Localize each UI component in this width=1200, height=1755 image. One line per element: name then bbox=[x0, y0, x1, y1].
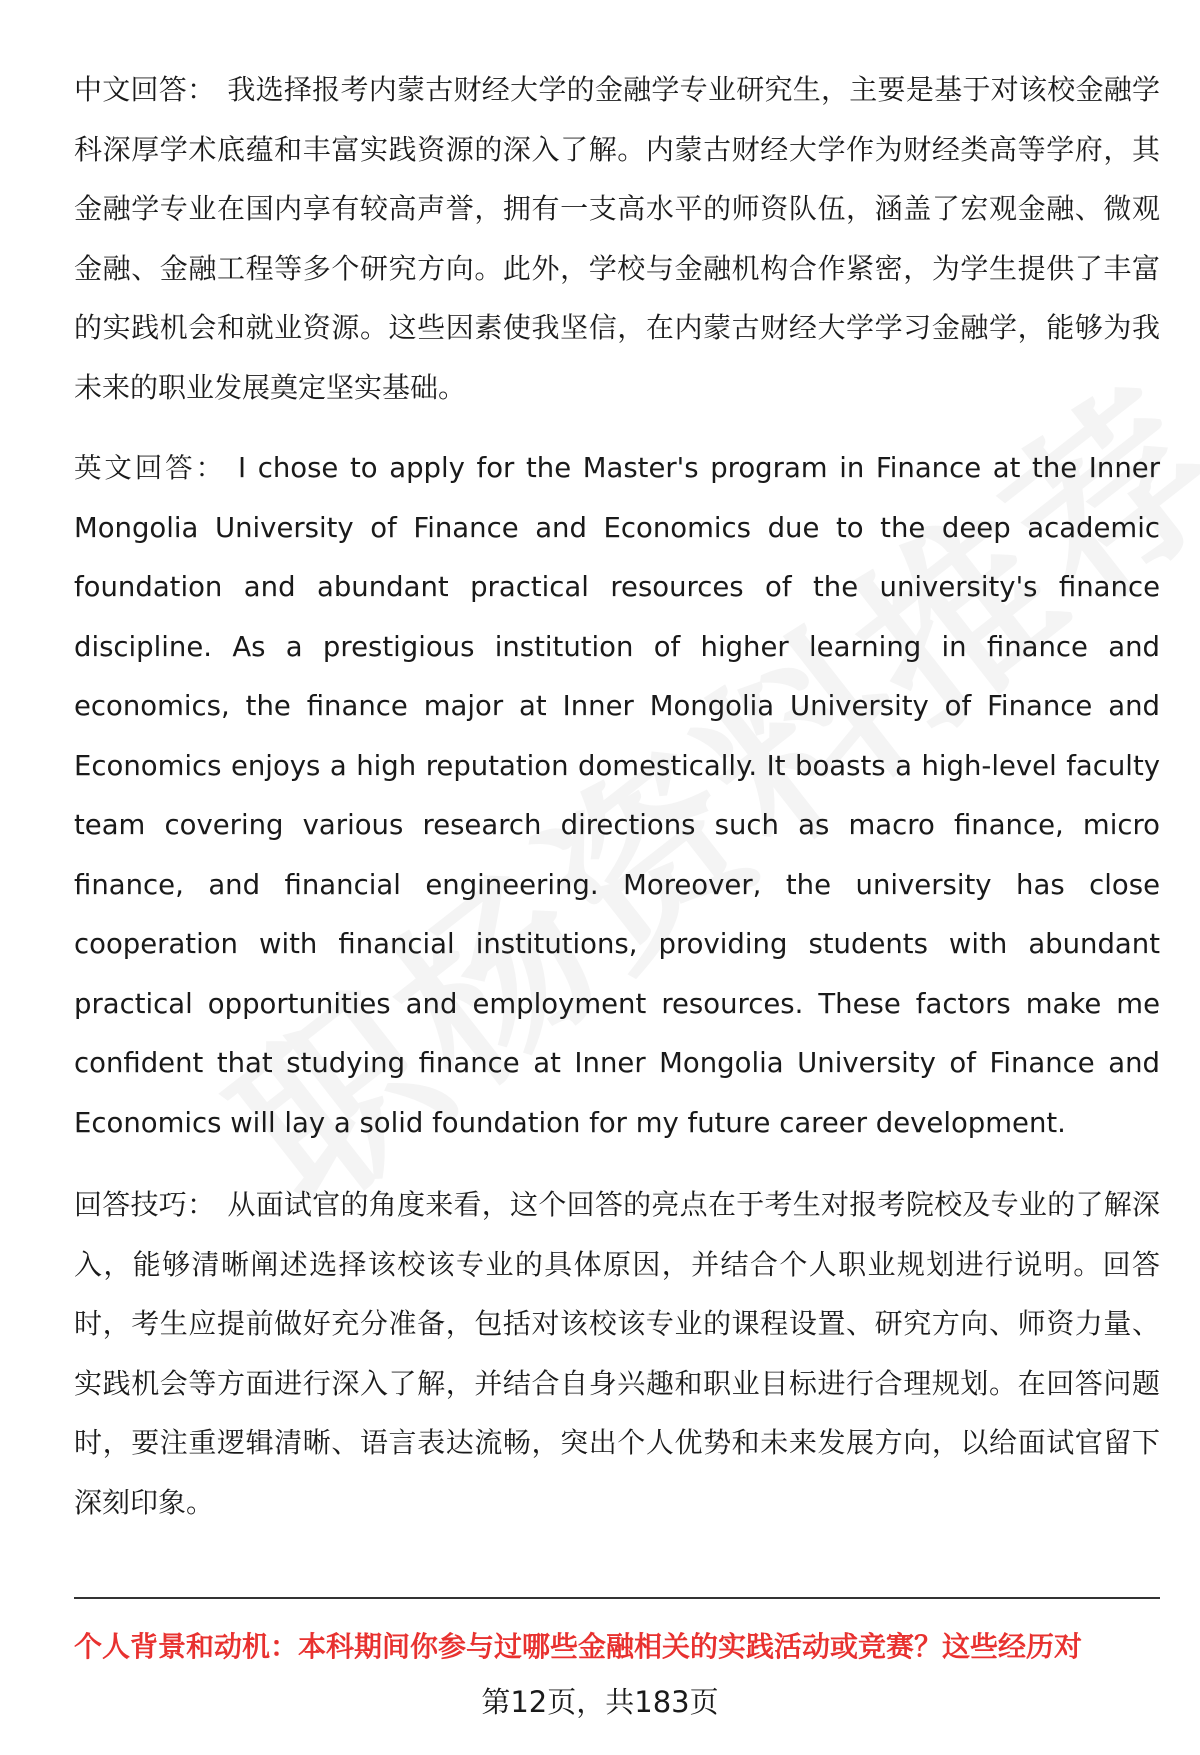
answer-tips-label: 回答技巧： bbox=[74, 1188, 216, 1221]
english-answer-label: 英文回答： bbox=[74, 452, 226, 484]
next-question-heading: 个人背景和动机：本科期间你参与过哪些金融相关的实践活动或竞赛？这些经历对 bbox=[74, 1630, 1083, 1663]
section-divider bbox=[74, 1597, 1160, 1599]
page-number: 第12页，共183页 bbox=[481, 1685, 719, 1719]
document-body bbox=[74, 60, 1160, 1532]
english-answer bbox=[74, 439, 1160, 1153]
chinese-answer bbox=[74, 60, 1160, 417]
chinese-answer-text: 我选择报考内蒙古财经大学的金融学专业研究生，主要是基于对该校金融学科深厚学术底蕴和丰富实践资源的深入了解。内蒙古财经大学作为财经类高等学府，其金融学专业在国内享有较高声誉，拥有一支高水平的师资队伍，涵盖了宏观金融、微观金融、金融工程等多个研究方向。此外，学校与金融机构合作紧密，为学生提供了丰富的实践机会和就业资源。这些因素使我坚信，在内蒙古财经大学学习金融学，能够为我未来的职业发展奠定坚实基础。 bbox=[74, 73, 1160, 404]
english-answer-text: I chose to apply for the Master's program in Finance at the Inner Mongolia University of Finance and Economics due to the deep academic foundation and abundant practical resources of the university's finance discipline. As a prestigious institution of higher learning in finance and economics, the finance major at Inner Mongolia University of Finance and Economics enjoys a high reputation domestically. It boasts a high-level faculty team covering various research directions such as macro finance, micro finance, and financial engineering. Moreover, the university has close cooperation with financial institutions, providing students with abundant practical opportunities and employment resources. These factors make me confident that studying finance at Inner Mongolia University of Finance and Economics will lay a solid foundation for my future career development. bbox=[74, 452, 1161, 1139]
chinese-answer-label: 中文回答： bbox=[74, 73, 216, 106]
answer-tips-text: 从面试官的角度来看，这个回答的亮点在于考生对报考院校及专业的了解深入，能够清晰阐述选择该校该专业的具体原因，并结合个人职业规划进行说明。回答时，考生应提前做好充分准备，包括对该校该专业的课程设置、研究方向、师资力量、实践机会等方面进行深入了解，并结合自身兴趣和职业目标进行合理规划。在回答问题时，要注重逻辑清晰、语言表达流畅，突出个人优势和未来发展方向，以给面试官留下深刻印象。 bbox=[74, 1188, 1160, 1519]
answer-tips bbox=[74, 1175, 1160, 1532]
